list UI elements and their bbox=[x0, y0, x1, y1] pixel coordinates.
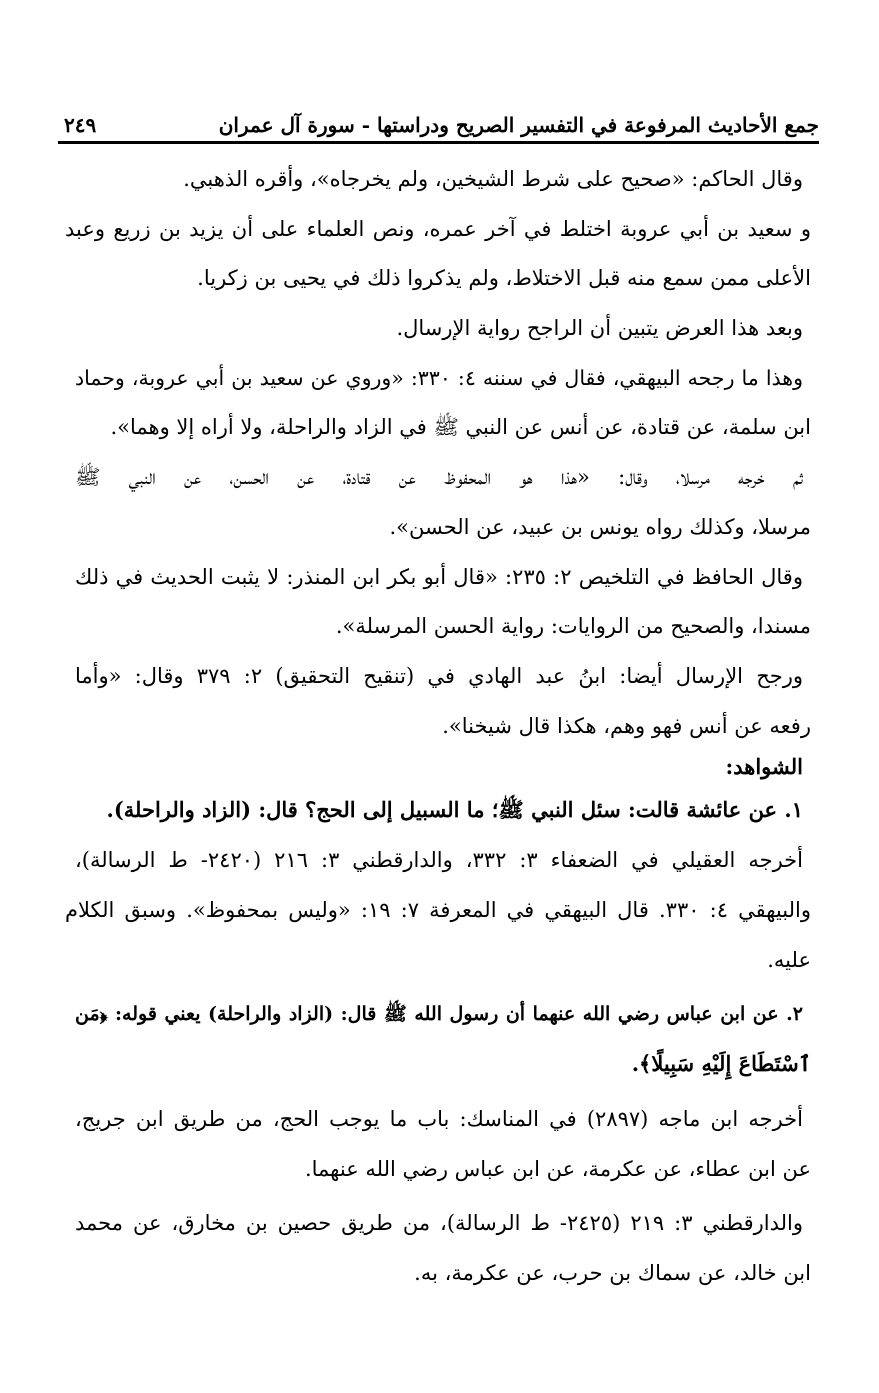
text-line: ٢. عن ابن عباس رضي الله عنهما أن رسول الله ﷺ قال: (الزاد والراحلة) يعني قوله: ﴿مَن bbox=[75, 1003, 803, 1025]
text-line: ابن خالد، عن سماك بن حرب، عن عكرمة، به. bbox=[414, 1261, 811, 1285]
text-line: وهذا ما رجحه البيهقي، فقال في سننه ٤: ٣٣٠: «وروي عن سعيد بن أبي عروبة، وحماد bbox=[75, 366, 803, 390]
running-header-title: جمع الأحاديث المرفوعة في التفسير الصريح ودراستها - سورة آل عمران bbox=[218, 113, 819, 137]
running-header bbox=[58, 101, 819, 144]
text-line: وقال الحاكم: «صحيح على شرط الشيخين، ولم يخرجاه»، وأقره الذهبي. bbox=[183, 167, 803, 191]
text-line: مرسلا، وكذلك رواه يونس بن عبيد، عن الحسن». bbox=[389, 515, 811, 539]
section-heading: الشواهد: bbox=[725, 754, 803, 779]
text-line: ٱسْتَطَاعَ إِلَيْهِ سَبِيلًا﴾. bbox=[631, 1051, 811, 1076]
text-line: ورجح الإرسال أيضا: ابنُ عبد الهادي في (تنقيح التحقيق) ٢: ٣٧٩ وقال: «وأما bbox=[75, 664, 803, 688]
text-line: عليه. bbox=[767, 948, 811, 972]
text-line: رفعه عن أنس فهو وهم، هكذا قال شيخنا». bbox=[442, 714, 811, 738]
text-line: ١. عن عائشة قالت: سئل النبي ﷺ؛ ما السبيل إلى الحج؟ قال: (الزاد والراحلة). bbox=[106, 797, 803, 822]
text-line: أخرجه العقيلي في الضعفاء ٣: ٣٣٢، والدارقطني ٣: ٢١٦ (٢٤٢٠- ط الرسالة)، bbox=[75, 848, 803, 872]
text-line: والدارقطني ٣: ٢١٩ (٢٤٢٥- ط الرسالة)، من طريق حصين بن مخارق، عن محمد bbox=[75, 1211, 803, 1235]
text-line: وقال الحافظ في التلخيص ٢: ٢٣٥: «قال أبو بكر ابن المنذر: لا يثبت الحديث في ذلك bbox=[75, 565, 803, 589]
text-line: عن ابن عطاء، عن عكرمة، عن ابن عباس رضي الله عنهما. bbox=[304, 1157, 811, 1181]
text-line: ابن سلمة، عن قتادة، عن أنس عن النبي ﷺ في الزاد والراحلة، ولا أراه إلا وهما». bbox=[110, 415, 811, 439]
text-line: أخرجه ابن ماجه (٢٨٩٧) في المناسك: باب ما يوجب الحج، من طريق ابن جريج، bbox=[75, 1107, 803, 1131]
text-line: وبعد هذا العرض يتبين أن الراجح رواية الإرسال. bbox=[396, 316, 803, 340]
text-line: ثم خرجه مرسلا، وقال: «هذا هو المحفوظ عن قتادة، عن الحسن، عن النبي ﷺ bbox=[75, 465, 803, 489]
page-number: ٢٤٩ bbox=[64, 113, 97, 137]
text-line: والبيهقي ٤: ٣٣٠. قال البيهقي في المعرفة ٧: ١٩: «وليس بمحفوظ». وسبق الكلام bbox=[65, 898, 811, 922]
text-line: مسندا، والصحيح من الروايات: رواية الحسن المرسلة». bbox=[335, 614, 811, 638]
text-line: و سعيد بن أبي عروبة اختلط في آخر عمره، ونص العلماء على أن يزيد بن زريع وعبد bbox=[65, 217, 811, 241]
text-line: الأعلى ممن سمع منه قبل الاختلاط، ولم يذكروا ذلك في يحيى بن زكريا. bbox=[197, 266, 811, 290]
